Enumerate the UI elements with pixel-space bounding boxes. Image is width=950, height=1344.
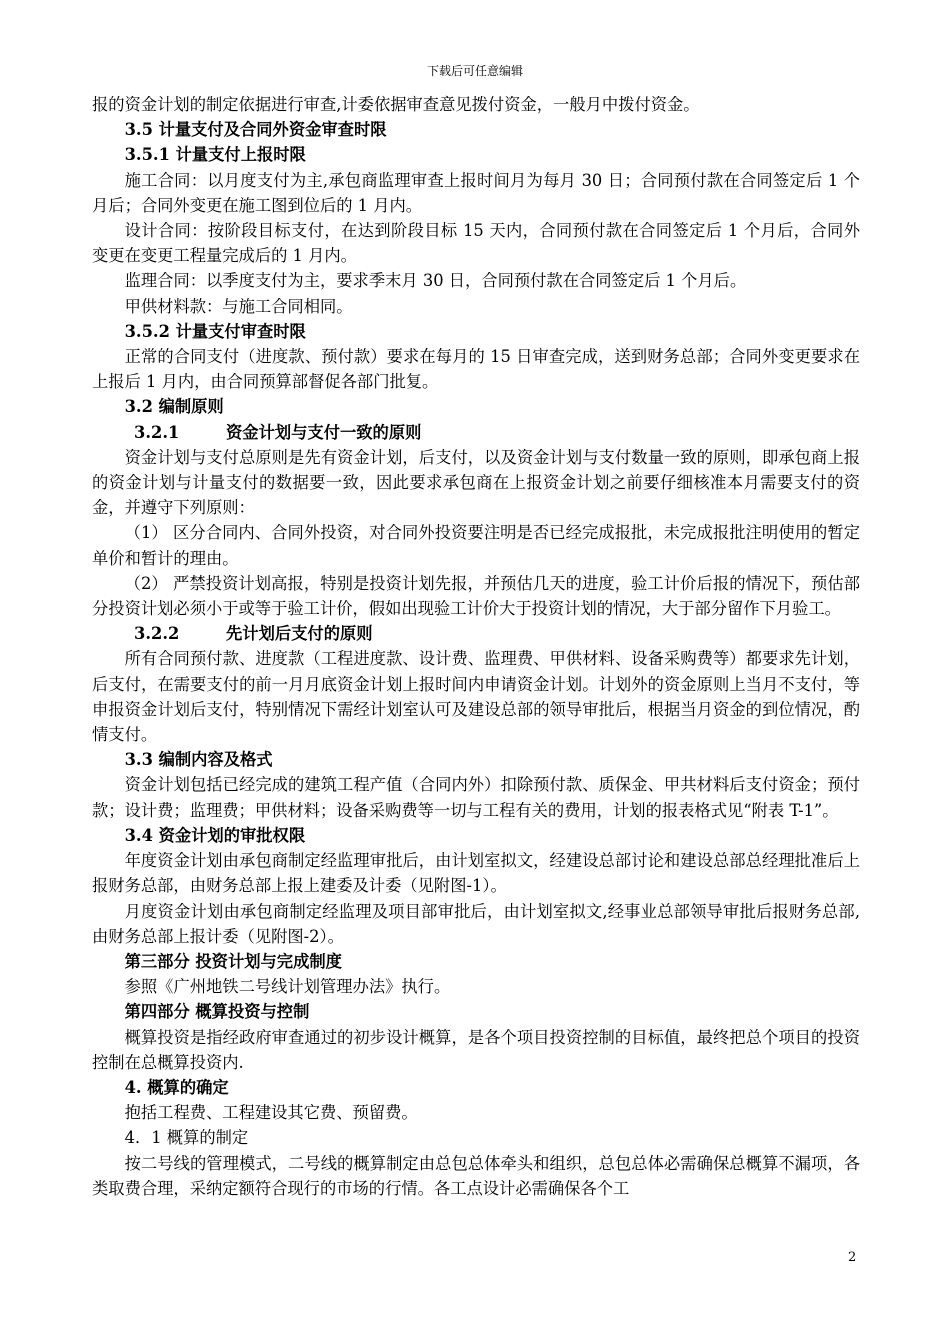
paragraph: 报的资金计划的制定依据进行审查,计委依据审查意见拨付资金，一般月中拨付资金。 [92,95,700,114]
paragraph: 资金计划包括已经完成的建筑工程产值（合同内外）扣除预付款、质保金、甲共材料后支付资金；预付款；设计费；监理费；甲供材料；设备采购费等一切与工程有关的费用，计划的报表格式见“附表 T-1”。 [92,775,860,820]
paragraph: 参照《广州地铁二号线计划管理办法》执行。 [124,977,451,997]
heading-number: 3.2.2 [134,624,180,644]
paragraph: 甲供材料款：与施工合同相同。 [124,296,353,316]
paragraph: 监理合同：以季度支付为主，要求季末月 30 日，合同预付款在合同签定后 1 个月后。 [124,271,747,291]
section-heading: 3.5 计量支付及合同外资金审查时限 [124,120,387,140]
paragraph: 设计合同：按阶段目标支付，在达到阶段目标 15 天内，合同预付款在合同签定后 1 个月后，合同外变更在变更工程量完成后的 1 月内。 [92,221,860,266]
subsection-heading: 4．1 概算的制定 [124,1128,249,1148]
heading-number: 3.2.1 [134,422,180,442]
list-item: （2） 严禁投资计划高报，特别是投资计划先报，并预估几天的进度，验工计价后报的情况下，预估部分投资计划必须小于或等于验工计价，假如出现验工计价大于投资计划的情况，大于部分留作下月验工。 [92,573,860,619]
paragraph: 施工合同：以月度支付为主,承包商监理审查上报时间月为每月 30 日；合同预付款在合同签定后 1 个月后；合同外变更在施工图到位后的 1 月内。 [92,170,860,215]
paragraph: 抱括工程费、工程建设其它费、预留费。 [124,1103,418,1123]
paragraph: 资金计划与支付总原则是先有资金计划，后支付，以及资金计划与支付数量一致的原则，即承包商上报的资金计划与计量支付的数据要一致，因此要求承包商在上报资金计划之前要仔细核准本月需要支付的资金，并遵守下列原则： [92,447,860,518]
paragraph: 所有合同预付款、进度款（工程进度款、设计费、监理费、甲供材料、设备采购费等）都要求先计划，后支付，在需要支付的前一月月底资金计划上报时间内申请资金计划。计划外的资金原则上当月不支付，等申报资金计划后支付，特别情况下需经计划室认可及建设总部的领导审批后，根据当月资金的到位情况，酌情支付。 [92,649,860,745]
page-header: 下载后可任意编辑 [426,64,523,78]
section-heading: 3.3 编制内容及格式 [124,750,273,770]
section-heading: 3.4 资金计划的审批权限 [124,825,306,845]
document-body [92,92,860,1201]
list-item: （1） 区分合同内、合同外投资，对合同外投资要注明是否已经完成报批，未完成报批注明使用的暂定单价和暂计的理由。 [92,523,860,568]
page-number: 2 [848,1250,857,1265]
numbered-heading [92,621,860,646]
part-heading: 第四部分 概算投资与控制 [124,1002,310,1022]
paragraph: 概算投资是指经政府审查通过的初步设计概算，是各个项目投资控制的目标值，最终把总个项目的投资控制在总概算投资内. [92,1027,860,1072]
paragraph: 月度资金计划由承包商制定经监理及项目部审批后，由计划室拟文,经事业总部领导审批后报财务总部,由财务总部上报计委（见附图-2）。 [92,901,860,946]
section-heading: 4. 概算的确定 [124,1077,229,1097]
heading-text: 资金计划与支付一致的原则 [226,422,422,442]
subsection-heading: 3.5.2 计量支付审查时限 [124,321,306,341]
heading-text: 先计划后支付的原则 [226,624,373,644]
part-heading: 第三部分 投资计划与完成制度 [124,951,342,971]
section-heading: 3.2 编制原则 [124,397,224,417]
paragraph: 按二号线的管理模式，二号线的概算制定由总包总体牵头和组织，总包总体必需确保总概算不漏项，各类取费合理，采纳定额符合现行的市场的行情。各工点设计必需确保各个工 [92,1153,860,1198]
subsection-heading: 3.5.1 计量支付上报时限 [124,145,306,165]
paragraph: 年度资金计划由承包商制定经监理审批后，由计划室拟文，经建设总部讨论和建设总部总经理批准后上报财务总部，由财务总部上报上建委及计委（见附图-1）。 [92,851,860,896]
paragraph: 正常的合同支付（进度款、预付款）要求在每月的 15 日审查完成，送到财务总部；合同外变更要求在上报后 1 月内，由合同预算部督促各部门批复。 [92,347,860,392]
numbered-heading [92,420,860,445]
